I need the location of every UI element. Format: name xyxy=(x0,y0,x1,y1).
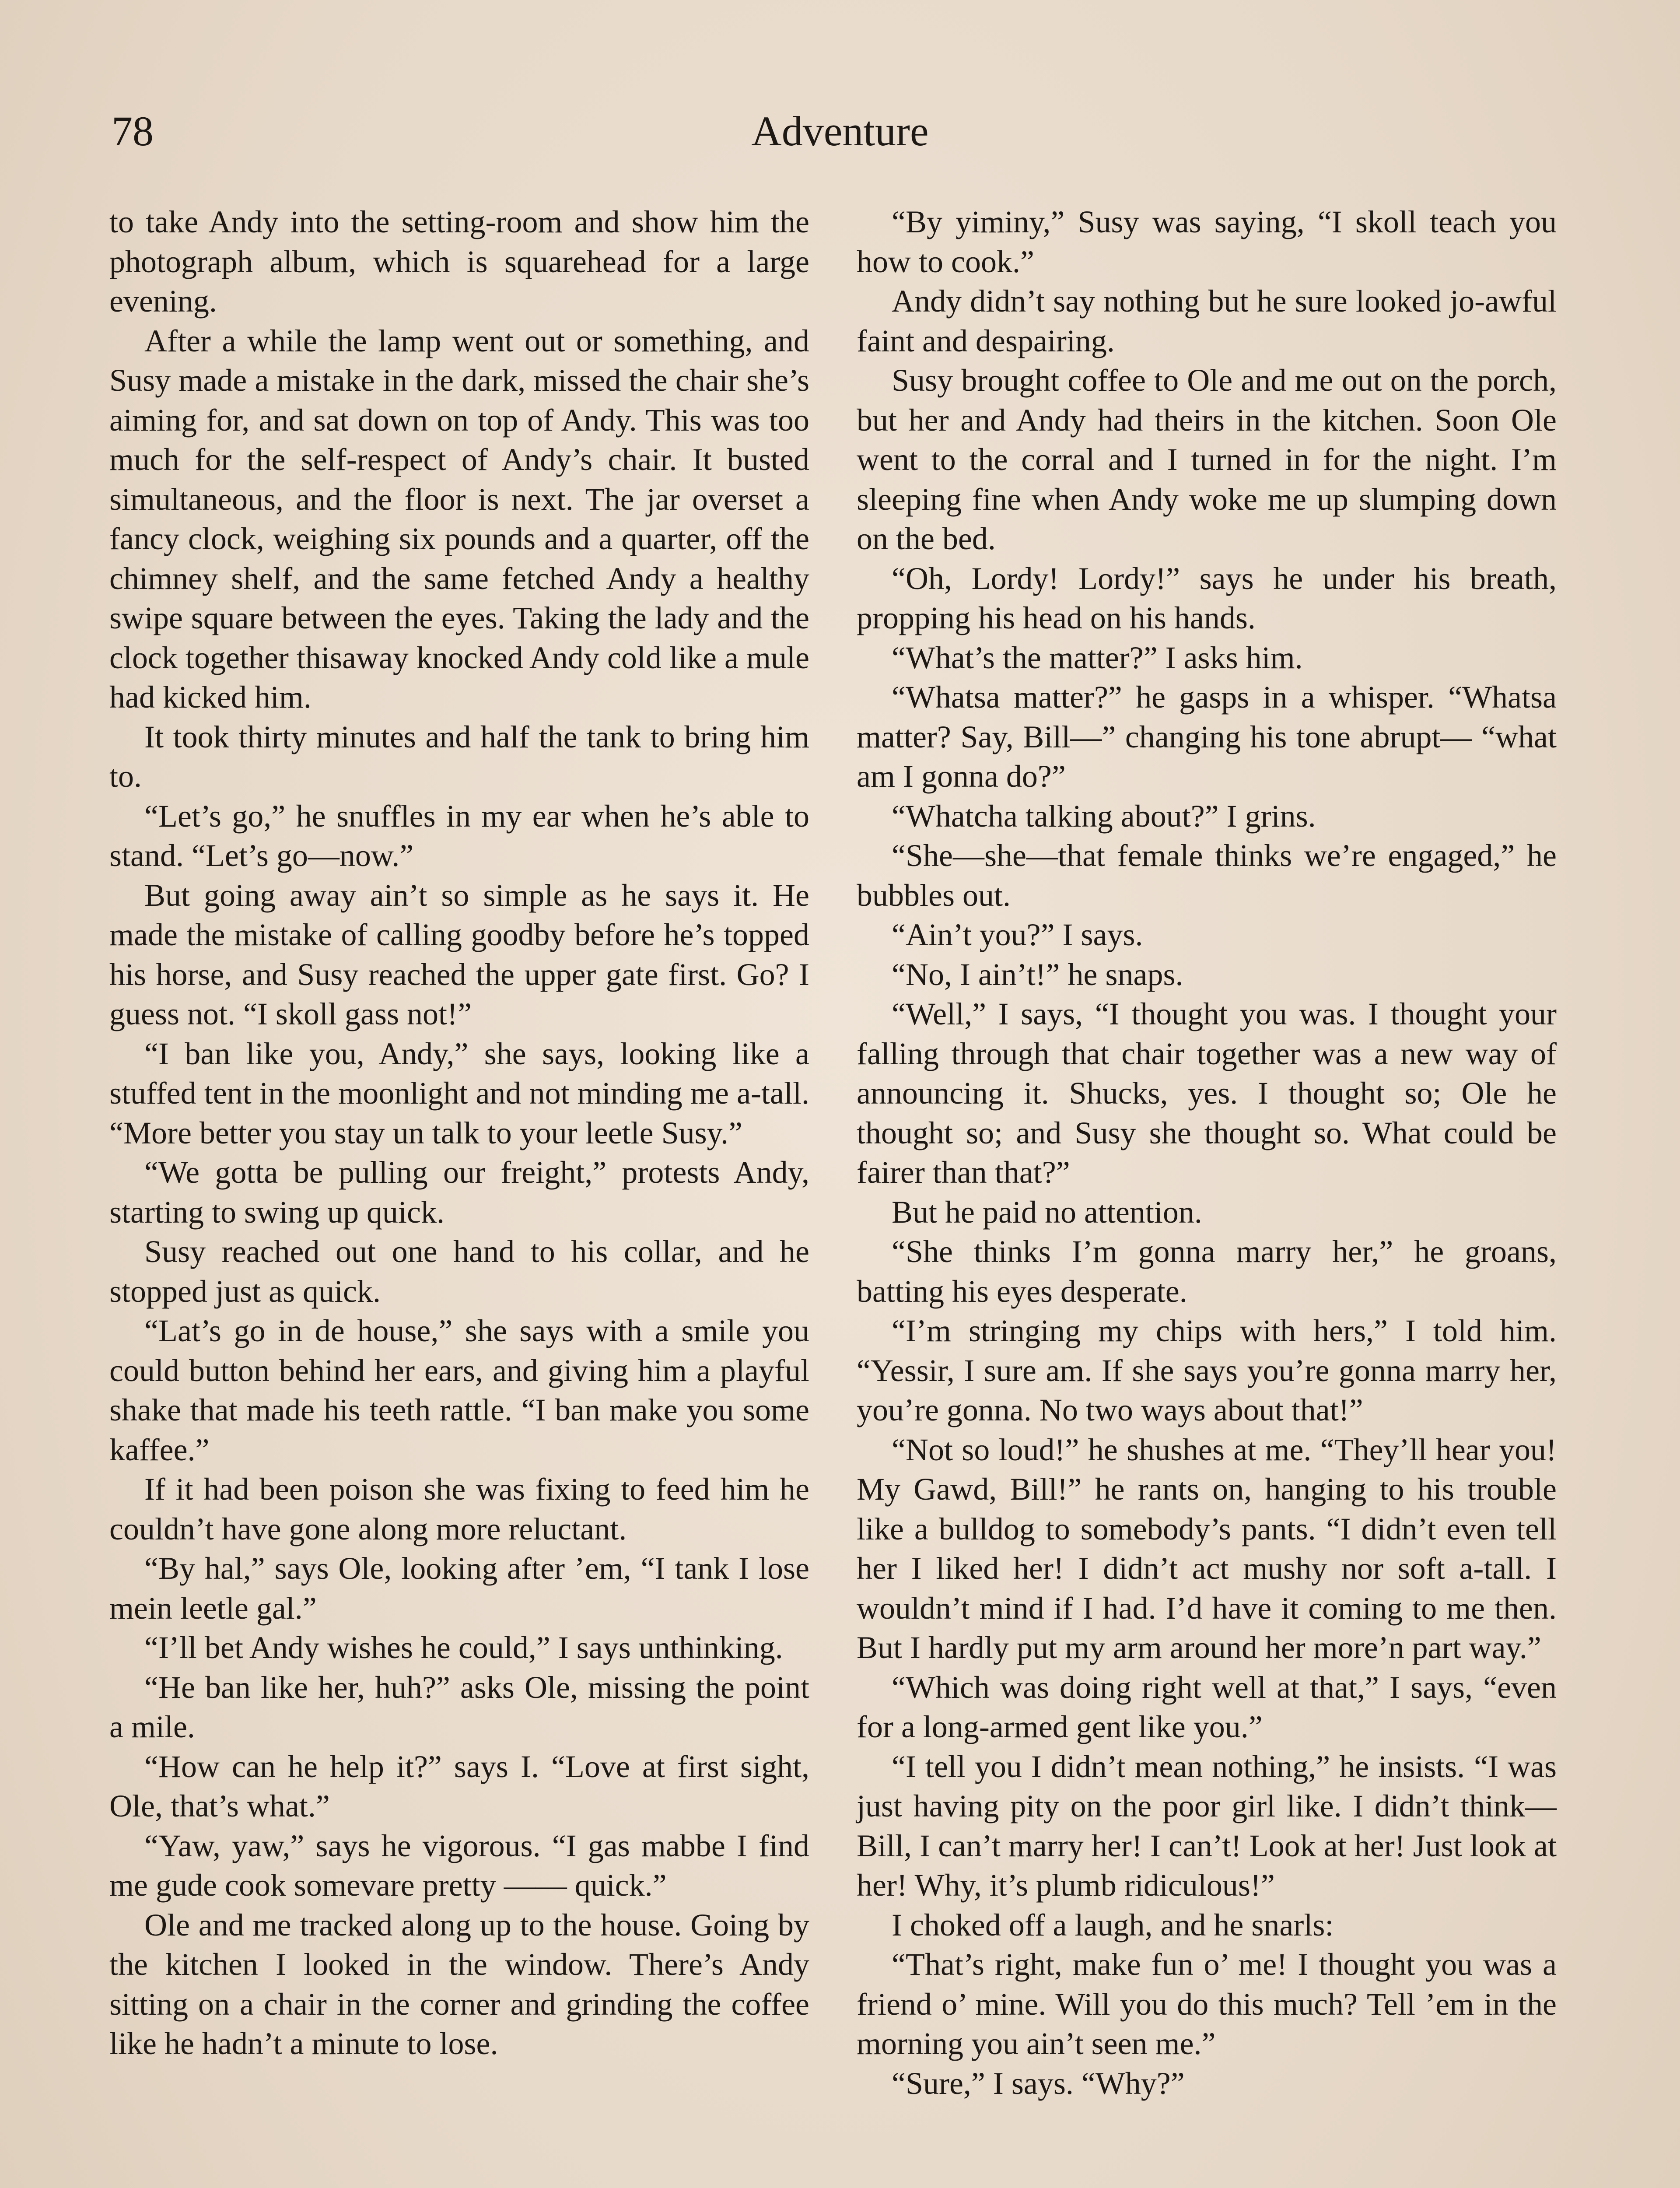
paragraph: Susy reached out one hand to his collar, and he stopped just as quick. xyxy=(109,1234,809,1309)
paragraph: Andy didn’t say nothing but he sure looked jo-awful faint and despairing. xyxy=(857,284,1557,358)
paragraph: “Ain’t you?” I says. xyxy=(892,917,1143,952)
paragraph: “That’s right, make fun o’ me! I thought you was a friend o’ mine. Will you do this much? Tell ’em in the morning you ain’t seen me.” xyxy=(857,1947,1557,2061)
paragraph: “Whatsa matter?” he gasps in a whisper. “Whatsa matter? Say, Bill—” changing his tone abrupt— “what am I gonna do?” xyxy=(857,680,1557,794)
paragraph: “Well,” I says, “I thought you was. I thought your falling through that chair together was a new way of announcing it. Shucks, yes. I thought so; Ole he thought so; and Susy she thought so. What could be fairer than that?” xyxy=(857,996,1557,1190)
paragraph: “Not so loud!” he shushes at me. “They’ll hear you! My Gawd, Bill!” he rants on, hanging to his trouble like a bulldog to somebody’s pants. “I didn’t even tell her I liked her! I didn’t act mushy nor soft a-tall. I wouldn’t mind if I had. I’d have it coming to me then. But I hardly put my arm around her more’n part way.” xyxy=(857,1432,1557,1665)
paragraph: “We gotta be pulling our freight,” protests Andy, starting to swing up quick. xyxy=(109,1155,809,1230)
paragraph: “I’ll bet Andy wishes he could,” I says unthinking. xyxy=(144,1630,783,1665)
paragraph: “I ban like you, Andy,” she says, looking like a stuffed tent in the moonlight and not minding me a-tall. “More better you stay un talk to your leetle Susy.” xyxy=(109,1036,809,1150)
page-number: 78 xyxy=(112,108,154,154)
left-column xyxy=(109,202,809,2064)
running-title: Adventure xyxy=(751,108,929,154)
paragraph: “He ban like her, huh?” asks Ole, missing the point a mile. xyxy=(109,1669,809,1744)
paragraph: But going away ain’t so simple as he says it. He made the mistake of calling goodby before he’s topped his horse, and Susy reached the upper gate first. Go? I guess not. “I skoll gass not!” xyxy=(109,877,809,1031)
paragraph: “No, I ain’t!” he snaps. xyxy=(892,957,1183,992)
paragraph: “Whatcha talking about?” I grins. xyxy=(892,798,1316,834)
paragraph: “Yaw, yaw,” says he vigorous. “I gas mabbe I find me gude cook somevare pretty —— quick.” xyxy=(109,1828,809,1903)
paragraph: “Lat’s go in de house,” she says with a smile you could button behind her ears, and giving him a playful shake that made his teeth rattle. “I ban make you some kaffee.” xyxy=(109,1313,809,1467)
paragraph: “By hal,” says Ole, looking after ’em, “I tank I lose mein leetle gal.” xyxy=(109,1551,809,1626)
paragraph: It took thirty minutes and half the tank to bring him to. xyxy=(109,719,809,794)
paragraph: “By yiminy,” Susy was saying, “I skoll teach you how to cook.” xyxy=(857,204,1557,279)
paragraph: “I’m stringing my chips with hers,” I told him. “Yessir, I sure am. If she says you’re gonna marry her, you’re gonna. No two ways about that!” xyxy=(857,1313,1557,1427)
paragraph: “What’s the matter?” I asks him. xyxy=(892,640,1303,675)
paragraph: “How can he help it?” says I. “Love at first sight, Ole, that’s what.” xyxy=(109,1749,809,1823)
paragraph: “I tell you I didn’t mean nothing,” he insists. “I was just having pity on the poor girl like. I didn’t think—Bill, I can’t marry her! I can’t! Look at her! Just look at her! Why, it’s plumb ridiculous!” xyxy=(857,1749,1557,1903)
paragraph: “She thinks I’m gonna marry her,” he groans, batting his eyes desperate. xyxy=(857,1234,1557,1309)
paragraph: “Which was doing right well at that,” I says, “even for a long-armed gent like you.” xyxy=(857,1669,1557,1744)
paragraph: “She—she—that female thinks we’re engaged,” he bubbles out. xyxy=(857,838,1557,913)
paragraph: If it had been poison she was fixing to feed him he couldn’t have gone along more reluctant. xyxy=(109,1472,809,1546)
paragraph: Ole and me tracked along up to the house. Going by the kitchen I looked in the window. There’s Andy sitting on a chair in the corner and grinding the coffee like he hadn’t a minute to lose. xyxy=(109,1907,809,2061)
page-header xyxy=(112,98,1568,164)
right-column xyxy=(857,202,1557,2103)
paragraph: “Let’s go,” he snuffles in my ear when he’s able to stand. “Let’s go—now.” xyxy=(109,798,809,873)
paragraph: After a while the lamp went out or something, and Susy made a mistake in the dark, missed the chair she’s aiming for, and sat down on top of Andy. This was too much for the self-respect of Andy’s chair. It busted simultaneous, and the floor is next. The jar overset a fancy clock, weighing six pounds and a quarter, off the chimney shelf, and the same fetched Andy a healthy swipe square between the eyes. Taking the lady and the clock together thisaway knocked Andy cold like a mule had kicked him. xyxy=(109,323,809,715)
paragraph: to take Andy into the setting-room and show him the photograph album, which is squarehead for a large evening. xyxy=(109,204,809,319)
paragraph: But he paid no attention. xyxy=(892,1194,1202,1230)
paragraph: “Sure,” I says. “Why?” xyxy=(892,2065,1185,2101)
paragraph: Susy brought coffee to Ole and me out on the porch, but her and Andy had theirs in the kitchen. Soon Ole went to the corral and I turned in for the night. I’m sleeping fine when Andy woke me up slumping down on the bed. xyxy=(857,363,1557,556)
paragraph: “Oh, Lordy! Lordy!” says he under his breath, propping his head on his hands. xyxy=(857,561,1557,635)
paragraph: I choked off a laugh, and he snarls: xyxy=(892,1907,1334,1943)
